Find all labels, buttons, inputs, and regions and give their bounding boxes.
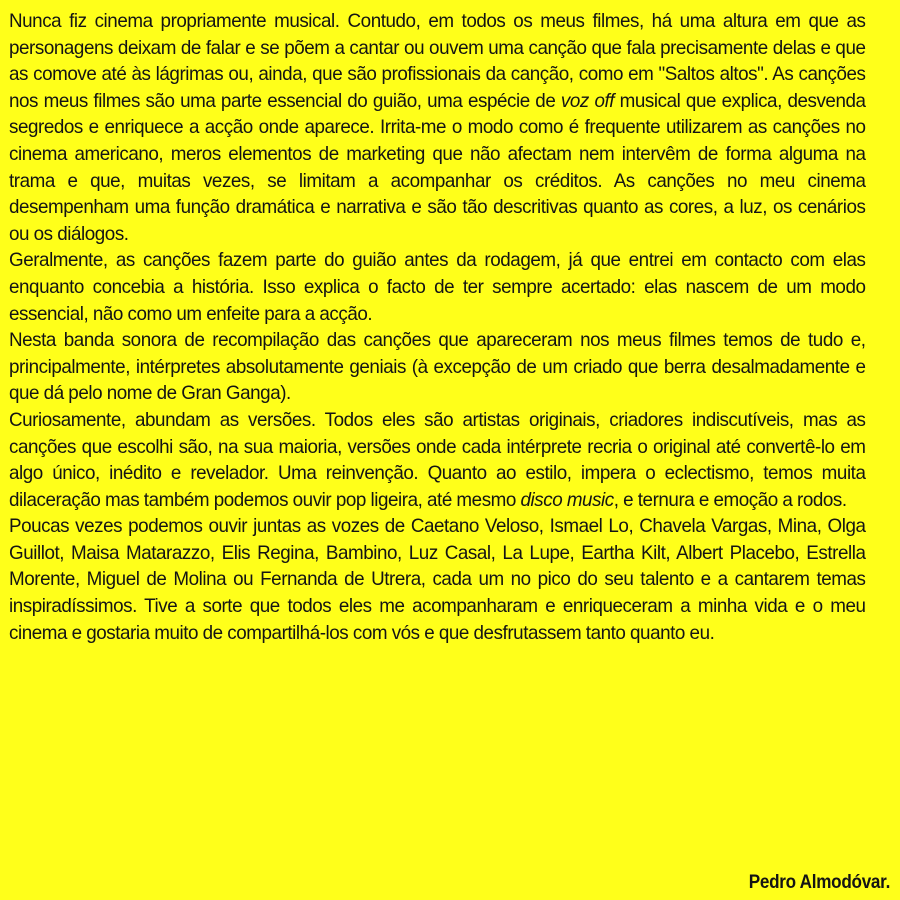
author-signature: Pedro Almodóvar. xyxy=(748,872,890,893)
paragraph-2 xyxy=(9,247,866,327)
paragraph-1 xyxy=(9,8,866,247)
paragraph-4 xyxy=(9,407,866,513)
text-run: Nunca fiz cinema propriamente musical. Contudo, em todos os meus filmes, há uma altura em que as personagens deixam de falar e se põem a cantar ou ouvem uma canção que fala precisamente delas e que as comove até às lágrimas ou, ainda, que são profissionais da canção, como em "Saltos altos". As canções nos meus filmes são uma parte essencial do guião, uma espécie de xyxy=(9,10,866,112)
text-run: Geralmente, as canções fazem parte do guião antes da rodagem, já que entrei em contacto com elas enquanto concebia a história. Isso explica o facto de ter sempre acertado: elas nascem de um modo essencial, não como um enfeite para a acção. xyxy=(9,249,866,325)
text-run: , e ternura e emoção a rodos. xyxy=(613,488,847,511)
italic-run: disco music xyxy=(520,488,614,511)
text-run: Poucas vezes podemos ouvir juntas as vozes de Caetano Veloso, Ismael Lo, Chavela Vargas, Mina, Olga Guillot, Maisa Matarazzo, Elis Regina, Bambino, Luz Casal, La Lupe, Eartha Kilt, Albert Placebo, Estrella Morente, Miguel de Molina ou Fernanda de Utrera, cada um no pico do seu talento e a cantarem temas inspiradíssimos. Tive a sorte que todos eles me acompanharam e enriqueceram a minha vida e o meu cinema e gostaria muito de compartilhá-los com vós e que desfrutassem tanto quanto eu. xyxy=(9,515,866,644)
text-run: musical que explica, desvenda segredos e enriquece a acção onde aparece. Irrita-me o modo como é frequente utilizarem as canções no cinema americano, meros elementos de marketing que não afectam nem intervêm de forma alguma na trama e que, muitas vezes, se limitam a acompanhar os créditos. As canções no meu cinema desempenham uma função dramática e narrativa e são tão descritivas quanto as cores, a luz, os cenários ou os diálogos. xyxy=(9,89,866,245)
text-run: Curiosamente, abundam as versões. Todos eles são artistas originais, criadores indiscutíveis, mas as canções que escolhi são, na sua maioria, versões onde cada intérprete recria o original até convertê-lo em algo único, inédito e revelador. Uma reinvenção. Quanto ao estilo, impera o eclectismo, temos muita dilaceração mas também podemos ouvir pop ligeira, até mesmo xyxy=(9,408,866,511)
paragraph-3 xyxy=(9,327,866,407)
paragraph-5 xyxy=(9,513,866,646)
body-text xyxy=(9,8,866,646)
text-run: Nesta banda sonora de recompilação das canções que apareceram nos meus filmes temos de tudo e, principalmente, intérpretes absolutamente geniais (à excepção de um criado que berra desalmadamente e que dá pelo nome de Gran Ganga). xyxy=(9,329,866,405)
italic-run: voz off xyxy=(560,89,615,112)
